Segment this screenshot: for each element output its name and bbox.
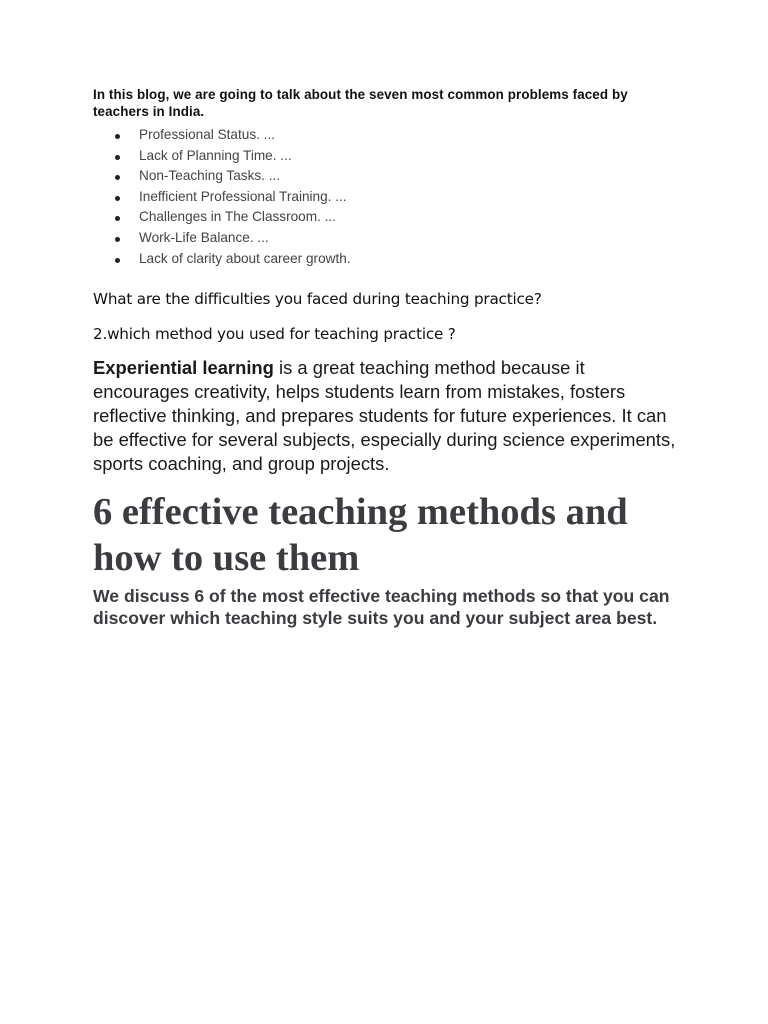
bullet-icon xyxy=(115,134,120,139)
list-item-text: Professional Status. ... xyxy=(139,127,276,142)
list-item xyxy=(93,187,683,208)
intro-paragraph: In this blog, we are going to talk about the seven most common problems faced by teachers in India. xyxy=(93,87,628,119)
bullet-icon xyxy=(115,196,120,201)
bullet-icon xyxy=(115,175,120,180)
experiential-paragraph xyxy=(93,356,683,476)
experiential-body: is a great teaching method because it encourages creativity, helps students learn from mistakes, fosters reflective thinking, and prepares students for future experiences. It can be effective for several subjects, especially during science experiments, sports coaching, and group projects. xyxy=(93,357,676,475)
question-difficulties: What are the difficulties you faced during teaching practice? xyxy=(93,290,542,309)
list-item-text: Work-Life Balance. ... xyxy=(139,229,269,245)
list-item xyxy=(93,207,683,228)
list-item xyxy=(93,166,683,187)
list-item xyxy=(93,146,683,167)
list-item xyxy=(93,228,683,249)
list-item-text: Lack of clarity about career growth. xyxy=(139,250,351,266)
bullet-icon xyxy=(115,258,120,263)
bullet-icon xyxy=(115,216,120,221)
list-item-text: Non-Teaching Tasks. ... xyxy=(139,168,281,184)
problems-list xyxy=(93,125,683,269)
bullet-icon xyxy=(115,237,120,242)
list-item-text: Challenges in The Classroom. ... xyxy=(139,209,336,225)
subheadline: We discuss 6 of the most effective teaching methods so that you can discover which teaching style suits you and your subject area best. xyxy=(93,586,670,628)
list-item-text: Lack of Planning Time. ... xyxy=(139,147,292,163)
bullet-icon xyxy=(115,155,120,160)
document-page xyxy=(93,86,683,629)
list-item xyxy=(93,249,683,270)
list-item xyxy=(93,125,683,146)
experiential-lead: Experiential learning xyxy=(93,357,274,379)
headline: 6 effective teaching methods and how to use them xyxy=(93,491,628,580)
question-method: 2.which method you used for teaching practice ? xyxy=(93,325,456,344)
list-item-text: Inefficient Professional Training. ... xyxy=(139,188,347,204)
